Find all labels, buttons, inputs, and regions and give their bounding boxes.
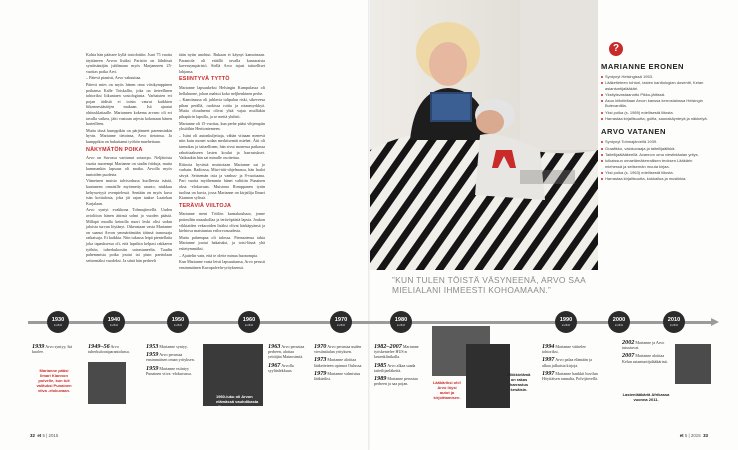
paragraph: tään nytin unohtui. Rukaan ei käynyt kansoinaan. Parantola oli etäällä tavalla kansaraista kaveruympäristö. Siellä Arvo tajusi taitoelliset lahjansa. bbox=[179, 52, 265, 74]
page-footer-left: 32 et 5 | 2015 bbox=[30, 433, 59, 438]
couple-photo bbox=[370, 0, 598, 270]
paragraph: Mutta tässä kumppikin on pärjänneet parenminkin hyvin. Marianne tietoinsa, Arvo tietoinsa. Ja kumppikin on hukuttanut työhön muehettaan. bbox=[86, 127, 172, 144]
thumbnail-photo bbox=[675, 344, 711, 384]
profile-fact: Graafikko, valokuvaaja ja taiteilijaälikkä. bbox=[601, 146, 709, 151]
paragraph: – Isäni oli autonkuljettaja, vähän viinaan menevä niin kuin monet sodan merkitsemät miehet. Äiti oli tarmokas ja taitaellinen, hän sivui monessa paikassa rahoittaakseen lasten koulut ja harrastukset. Vaikuukin hän sai minulle osoitettua. bbox=[179, 132, 265, 161]
paragraph: – Pätevä pianisti, Arvo vakuuttaa. bbox=[86, 75, 142, 81]
paragraph: Kohta hän päässee kyllä tosiolottiin. Jsari 75 vuotta täyttäneen Arvon lisäksi Parisiin on lähdössä syntiisäntijän juhlimaan myös Marjanneen 25-vuotias poika Arvi. bbox=[86, 52, 172, 74]
subheading: ESIINTYVÄ TYTTÖ bbox=[179, 76, 230, 83]
decade-marker: 2010 LUKU bbox=[663, 311, 685, 333]
profile-fact: Taiteilijaälääkeellä. Avannon oma viestintäalan yritys. bbox=[601, 152, 709, 157]
page-footer-right: et 5 | 2015 33 bbox=[679, 433, 708, 438]
decade-marker: 2000 LUKU bbox=[608, 311, 630, 333]
decade-marker: 1990 LUKU bbox=[555, 311, 577, 333]
article-column-left bbox=[86, 52, 172, 264]
timeline-event: 1963 Arvo perustaa perheen, alottaa yrittäjän Mainosimiä. 1967 Arvolla syylänlekkuus. bbox=[268, 343, 305, 373]
photo-caption: Mökkielämä on rakas harrastus kesäisin. bbox=[507, 372, 531, 392]
profile-fact: Yksi poika (s. 1989) edellisestä liitosta. bbox=[601, 110, 709, 115]
profile-fact: Harrastaa kirjallisuutta, golfia, saunakäynteyä ja näkkelyä. bbox=[601, 116, 709, 121]
paragraph: Marianne lapsuukeksi Helsingin Kumpulassa oli hellahuone, johon mahtui koko neljhenkinen perhe. bbox=[179, 84, 265, 96]
paragraph: Pätevä mies on myös hänen oma viisikymppinen poikansa Kalle Toiskallio, joka on tieteellinen tohtoriksi liikuntaen sosiologiasta. Varhaisten eri pojan äidistä ei toisin vaurut kaikkien liikennesäästöjen mukaan. Isä ajautui ohitusklatiaalle. Mariannen kokema arvaeo oli eri tavalla vaikea, jätti vastuun arjesta kokonaan hänen harteilleen. bbox=[86, 81, 172, 127]
photo-caption: Lääkäriksi ohi! Arvo löysi autot ja kirjoittamisen. bbox=[432, 380, 461, 400]
profile-fact: Syntynyt Tohmajärvellä 1939. bbox=[601, 139, 709, 144]
thumbnail-photo bbox=[466, 344, 510, 408]
subheading: NÄKYMÄTÖN POIKA bbox=[86, 146, 143, 153]
decade-marker: 1950 LUKU bbox=[167, 311, 189, 333]
timeline-event: 2002 Marianne ja Arvo tutustuvat. 2007 Marianne aloittaa Kelan asiantuntijalääkärinä. bbox=[622, 339, 668, 364]
paragraph: Marianne meni Töölön kansakouluun, jonne potimiltin muuskollaa ja terävöpäistä lapsia. Joukon vikkiaiden vekaroiden lisäksi olivat härkäpyänsä ja kiehtova maistuntaa erilorvosuudesta. bbox=[179, 211, 265, 234]
thumbnail-photo bbox=[88, 362, 126, 404]
question-badge-icon: ? bbox=[609, 42, 623, 56]
decade-marker: 1980 LUKU bbox=[390, 311, 412, 333]
photo-caption: Lastenlääkäriä Afrikassa vuonna 2011. bbox=[622, 392, 670, 402]
paragraph: Kun Marianne vasta leisti lapsuuttansa, Arvo perusti ensimmäinen Kuvapalvelu-yrityksensä. bbox=[179, 259, 265, 270]
decade-marker: 1940 LUKU bbox=[103, 311, 125, 333]
paragraph: – Ajattelin vain, että te olette minua huonompia. bbox=[179, 252, 259, 258]
photo-caption: Marianne pääsi Ilmari Kiannon polvelle, kun tuli valituksi Punainen viiva -elokuvaan. bbox=[36, 368, 72, 393]
profile-fact: Iulkaissun omaelämäkerrallisen teoksen Lääkärin miehessä ja seitsemän muuta kirjaa. bbox=[601, 158, 709, 169]
paragraph: Viimeinen muisto talvisodassa kuolleesta isästä, kaatuneen omaisille myönnetty asunto, niukkuu kehyssetyyä ovenpielessä. Sentään on myös kuva isän kotitalosta, joka jäi rajan taakse Laatokan Karjalaan. bbox=[86, 178, 172, 206]
timeline-event: 1970 Arvo perustaa uuden viestintäalan yrityksen. 1973 Marianne aloittaa lääketieteen opinnot Oulussa. 1979 Marianne valmistuu lääkäriksi. bbox=[314, 343, 363, 382]
timeline-event: 1939 Arvo syntyy, Isä kuolee. bbox=[32, 343, 73, 355]
decade-marker: 1960 LUKU bbox=[238, 311, 260, 333]
photo-caption: 1960-luku oli Arvon elämässä vauhdikasta aikaa. bbox=[216, 394, 259, 409]
paragraph: Arvo syntyi evakkona Tohmajärvellä. Uuden avioliiton hänen äitinsä solmi jo vuoden päästä. Millapä muulla keinolla nuori leski olisi sodan jaloista turvan löytänyt. Oikeastaan vasta Marianne on saanut Arvon ymmärtämään äitinsä tranossaja ratkaisuja. Ei kaikkia. Niin tukassa leipä pientellaiia joka tapauksessa oli, että lapsikin kelpasi rakkaeen työhön, tuberkuloosiin sairastuneelta. Taudin pahemmista poika joutui tai pisin paettolaan seitsemäksi vuodeksi. Ja siinä hän perheelt bbox=[86, 207, 172, 263]
decade-marker: 1970 LUKU bbox=[330, 311, 352, 333]
profile-name: ARVO VATANEN bbox=[601, 127, 666, 137]
timeline-event: 1949–56 Arvo tuberkuloosiparantolassa. bbox=[88, 343, 130, 355]
article-column-middle bbox=[179, 52, 265, 271]
timeline-event: 1994 Marianne väittelee tohtoriksi. 1997 Arvo palaa elämään ja alkaa julkaista kirjoja. 1997 Marianne hankkii huvilan Höytiäisen rannalta, Polvijärvellä. bbox=[542, 343, 598, 382]
profile-name: MARIANNE ERONEN bbox=[601, 62, 685, 71]
profile-fact: Yksityisvastaanotto Pikku-jättissä. bbox=[601, 92, 709, 97]
profile-fact: Syntynyt Helsingissä 1953. bbox=[601, 74, 709, 79]
profile-fact: Harrastaa kirjallisuutta, kokkailua ja musiikkia. bbox=[601, 176, 709, 181]
profile-sidebar bbox=[601, 40, 709, 182]
profile-fact: Lääketieteen tohtori, lasten kardiologian dosentti, Kelan asiantuntijalääkäri. bbox=[601, 80, 709, 91]
decade-marker: 1930 LUKU bbox=[47, 311, 69, 333]
paragraph: Mutta pahempaa oli tulossa. Pienuutensa takia Marianne joutui hakatuksi, ja toisi-läsnä yhä esitetymmäksi. bbox=[179, 234, 265, 251]
profile-fact: Yksi poika (s. 1963) edellisestä liitosta. bbox=[601, 170, 709, 175]
subheading: TERÄVIÄ VIILTOJA bbox=[179, 202, 232, 209]
timeline-event: 1953 Marianne syntyy. 1959 Arvo perustaa ensimmäisen oman yrityksen. 1959 Marianne esiintyy Punainen viiva -elokuvassa. bbox=[146, 343, 195, 376]
paragraph: – Kamiinassa oli juhlavia tulipalon riski, sikeveesa pihan perällä, ruokissa rottia ja rotanmyrkkyä. Mutta oloudnemt olivat yhtä vajaa muillakin pihapiirin lapsilla, ja se meitä yhdisti. bbox=[179, 97, 265, 119]
profile-fact: Asuu kiitotieltaan Arvon kanssa kerrostalossa Helsingin Bulevardilla. bbox=[601, 98, 709, 109]
paragraph: Arvo on Savossa varttunut sotaorpo. Neljätoista vuotta nuorempi Marianne on stadin friiduja, mutta kummankin lapsuus oli matka. Arvolla myös tuntoiden puolesta. bbox=[86, 155, 172, 177]
pull-quote: ”KUN TULEN TÖISTÄ VÄSYNEENÄ, ARVO SAA MIELIALANI IHMEESTI KOHOAMAAN.” bbox=[392, 275, 586, 295]
paragraph: Riitoota hyvästä muistotaan Marianne sai jo varhain. Radiossa, Mirri-täti-ohjelmassa, hän lauloi sävyä. Seitsemän osia ja vanhus- ja 8-vuotiaana. Pari vuotta myöhemmin hänet valittiin Punaisen oksa -elokuvaan. Muistona Romppanen tyrän tuolina on kuvia, jossa Marianne on kirjailija Ilmari Kiannon sylissä. bbox=[179, 161, 265, 201]
paragraph: Marianne oli 15-vuotias, kun perhe pääsi vihjempiin yksiöihin Herttoniemeen. bbox=[179, 120, 265, 132]
timeline-event: 1982–2007 Marianne työskentelee HUS:n lastenklinikalla. 1985 Arvo alkaa saada taiteilijaeläkettä. 1989 Marianne perustaa perheen ja saa pojan. bbox=[374, 343, 419, 387]
